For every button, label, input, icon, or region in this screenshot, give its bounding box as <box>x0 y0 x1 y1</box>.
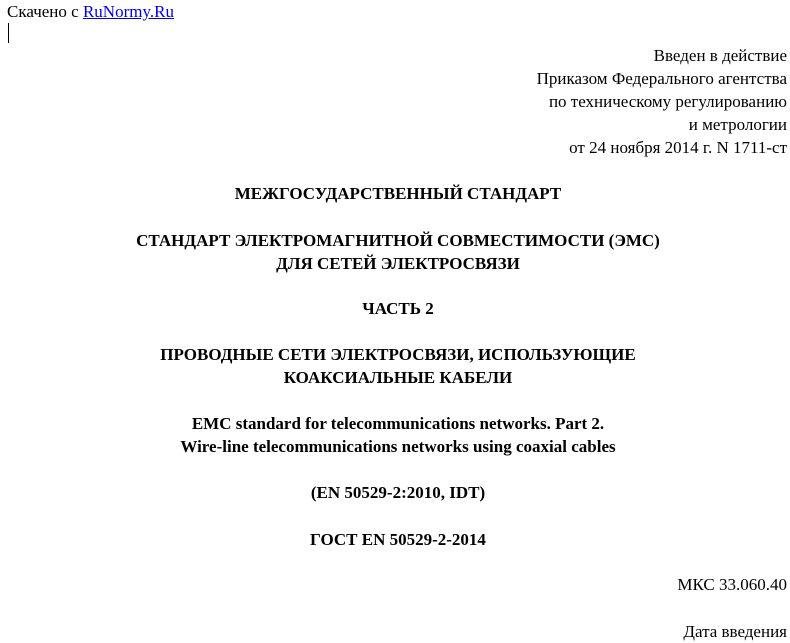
english-line: Wire-line telecommunications networks using coaxial cables <box>180 437 616 456</box>
enactment-block <box>537 44 787 159</box>
equivalence-note: (EN 50529-2:2010, IDT) <box>310 483 486 502</box>
subtitle-line: КОАКСИАЛЬНЫЕ КАБЕЛИ <box>283 368 513 387</box>
runormy-link[interactable]: RuNormy.Ru <box>82 2 174 21</box>
subtitle-line: ПРОВОДНЫЕ СЕТИ ЭЛЕКТРОСВЯЗИ, ИСПОЛЬЗУЮЩИЕ <box>160 345 636 364</box>
enactment-line: и метрологии <box>688 115 787 134</box>
mks-code: МКС 33.060.40 <box>677 575 787 594</box>
standard-title <box>0 229 790 275</box>
enactment-line: от 24 ноября 2014 г. N 1711-ст <box>569 138 787 157</box>
part-heading: ЧАСТЬ 2 <box>362 299 434 318</box>
download-prefix: Скачено с <box>7 2 83 21</box>
date-introduction-label: Дата введения <box>683 622 787 641</box>
text-cursor <box>8 23 9 43</box>
english-line: EMC standard for telecommunications networks. Part 2. <box>191 414 605 433</box>
download-source-line <box>7 0 174 23</box>
english-title <box>0 412 790 458</box>
enactment-line: Введен в действие <box>653 46 787 65</box>
enactment-line: по техническому регулированию <box>548 92 787 111</box>
title-line: ДЛЯ СЕТЕЙ ЭЛЕКТРОСВЯЗИ <box>276 254 520 273</box>
title-line: СТАНДАРТ ЭЛЕКТРОМАГНИТНОЙ СОВМЕСТИМОСТИ (ЭМС) <box>136 231 660 250</box>
enactment-line: Приказом Федерального агентства <box>536 69 787 88</box>
standard-subtitle <box>0 343 790 389</box>
standard-type-heading: МЕЖГОСУДАРСТВЕННЫЙ СТАНДАРТ <box>234 184 562 203</box>
standard-designation: ГОСТ EN 50529-2-2014 <box>310 530 486 549</box>
